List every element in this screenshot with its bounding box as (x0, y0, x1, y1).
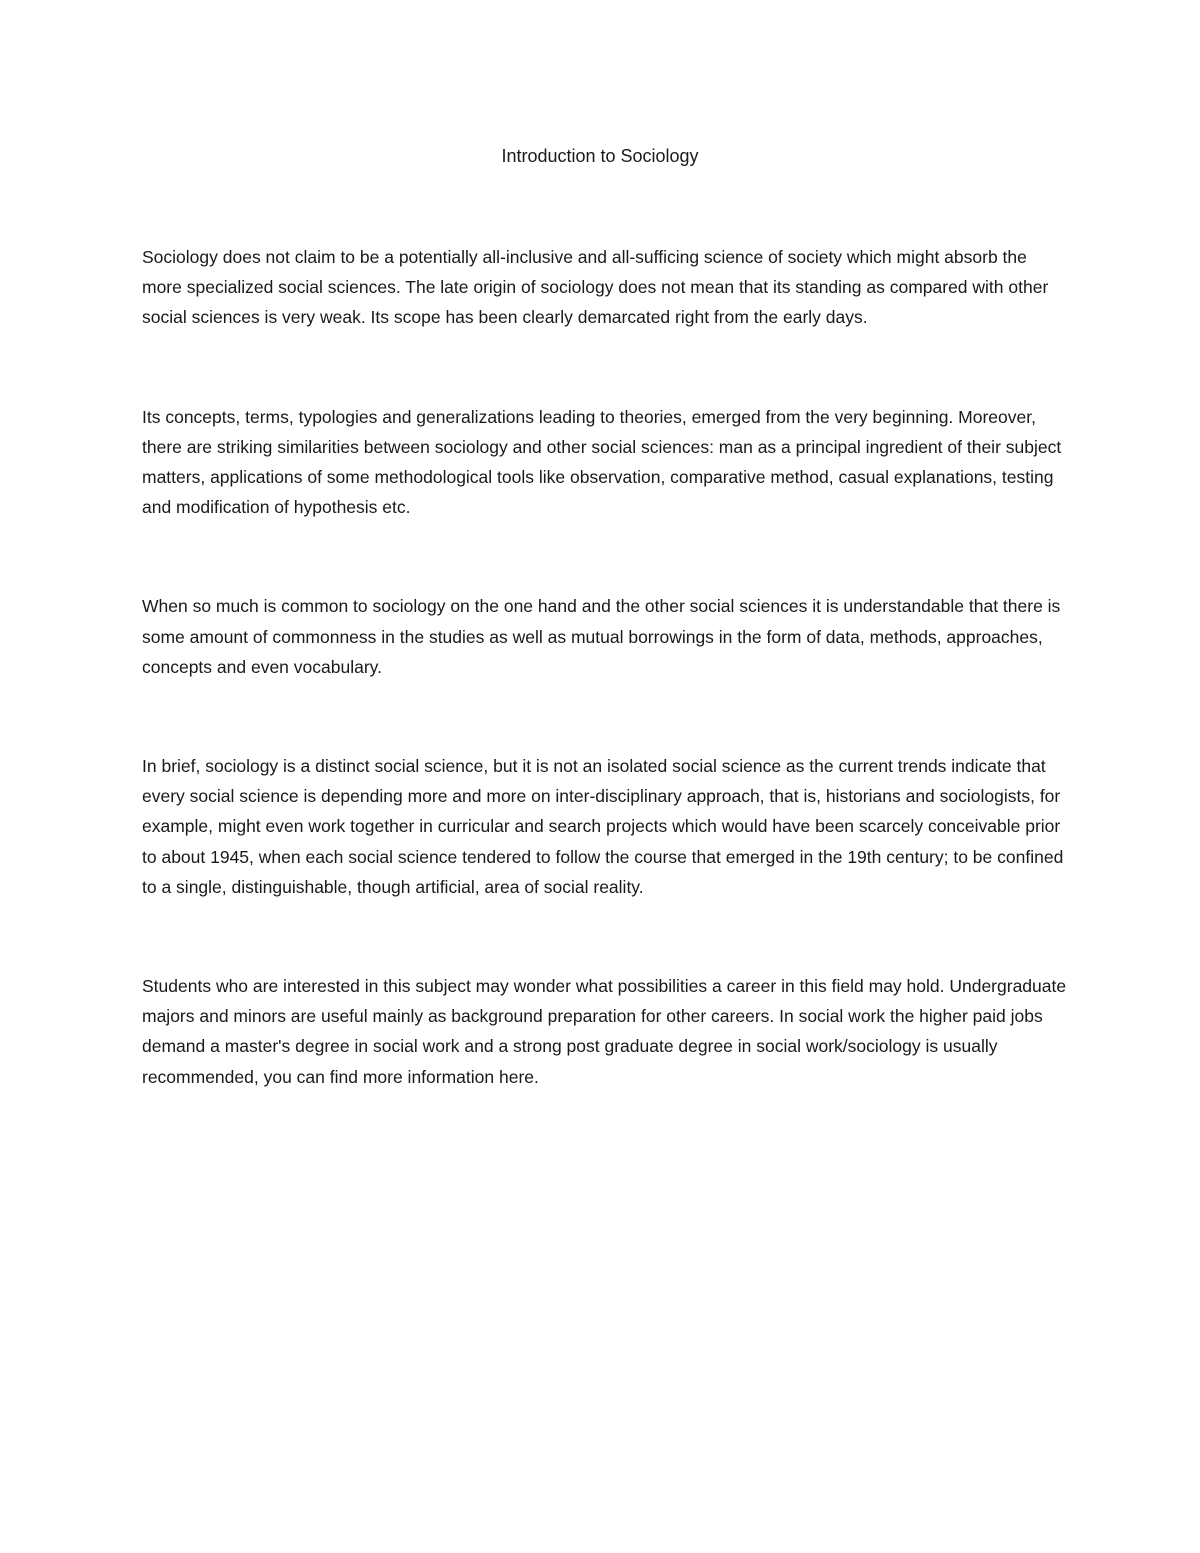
paragraph-4: In brief, sociology is a distinct social science, but it is not an isolated social science as the current trends indicate that every social science is depending more and more on inter-disciplinary approach, that is, historians and sociologists, for example, might even work together in curricular and search projects which would have been scarcely conceivable prior to about 1945, when each social science tendered to follow the course that emerged in the 19th century; to be confined to a single, distinguishable, though artificial, area of social reality. (142, 756, 1064, 897)
paragraph-1: Sociology does not claim to be a potentially all-inclusive and all-sufficing science of society which might absorb the more specialized social sciences. The late origin of sociology does not mean that its standing as compared with other social sciences is very weak. Its scope has been clearly demarcated right from the early days. (142, 247, 1049, 328)
document-body (142, 242, 1067, 1092)
document-title: Introduction to Sociology (501, 146, 699, 166)
paragraph-2: Its concepts, terms, typologies and generalizations leading to theories, emerged from the very beginning. Moreover, there are striking similarities between sociology and other social sciences: man as a principal ingredient of their subject matters, applications of some methodological tools like observation, comparative method, casual explanations, testing and modification of hypothesis etc. (142, 406, 1062, 518)
paragraph-3: When so much is common to sociology on the one hand and the other social sciences it is understandable that there is some amount of commonness in the studies as well as mutual borrowings in the form of data, methods, approaches, concepts and even vocabulary. (142, 596, 1061, 677)
paragraph-5: Students who are interested in this subject may wonder what possibilities a career in this field may hold. Undergraduate majors and minors are useful mainly as background preparation for other careers. In social work the higher paid jobs demand a master's degree in social work and a strong post graduate degree in social work/sociology is usually recommended, you can find more information here. (142, 976, 1067, 1087)
